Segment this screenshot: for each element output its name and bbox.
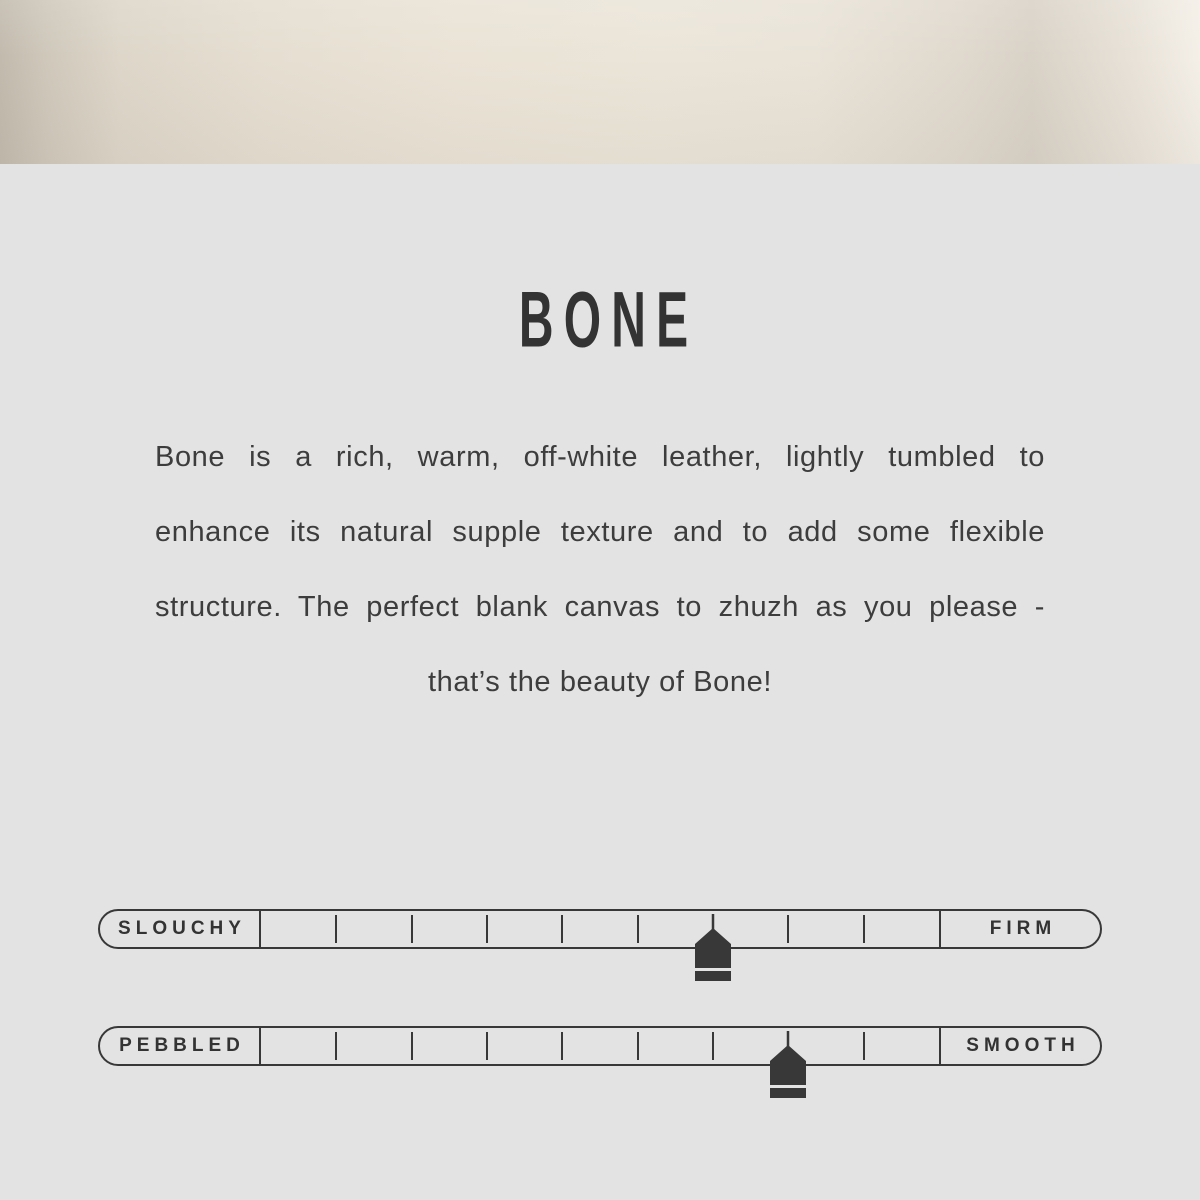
tick-mark	[335, 1032, 337, 1060]
leather-swatch-photo	[0, 0, 1200, 164]
slider-marker-icon	[691, 910, 735, 982]
tick-mark	[787, 915, 789, 943]
description-line: that’s the beauty of Bone!	[428, 666, 772, 698]
pebbled-smooth-scale	[98, 1026, 1102, 1066]
tick-mark	[712, 1032, 714, 1060]
tick-mark	[863, 1032, 865, 1060]
tick-mark	[637, 1032, 639, 1060]
scale-track	[259, 1028, 941, 1064]
page-title-text: BONE	[518, 275, 699, 364]
scale-right-label: SMOOTH	[966, 1035, 1080, 1056]
page-title	[0, 268, 1200, 388]
leather-description	[155, 420, 1045, 720]
description-line: structure. The perfect blank canvas to zhuzh as you please -	[155, 591, 1045, 623]
slouchy-firm-scale	[98, 909, 1102, 949]
tick-mark	[486, 1032, 488, 1060]
scale-track	[259, 911, 941, 947]
tick-mark	[335, 915, 337, 943]
scale-left-label: PEBBLED	[119, 1035, 245, 1056]
scale-left-label: SLOUCHY	[118, 918, 246, 939]
tick-mark	[411, 915, 413, 943]
tick-mark	[637, 915, 639, 943]
tick-mark	[561, 1032, 563, 1060]
scale-right-label: FIRM	[989, 918, 1057, 939]
slider-marker-icon	[766, 1027, 810, 1099]
tick-mark	[863, 915, 865, 943]
description-line: enhance its natural supple texture and to add some flexible	[155, 516, 1045, 548]
tick-mark	[411, 1032, 413, 1060]
description-line: Bone is a rich, warm, off-white leather, lightly tumbled to	[155, 441, 1045, 473]
tick-mark	[486, 915, 488, 943]
tick-mark	[561, 915, 563, 943]
